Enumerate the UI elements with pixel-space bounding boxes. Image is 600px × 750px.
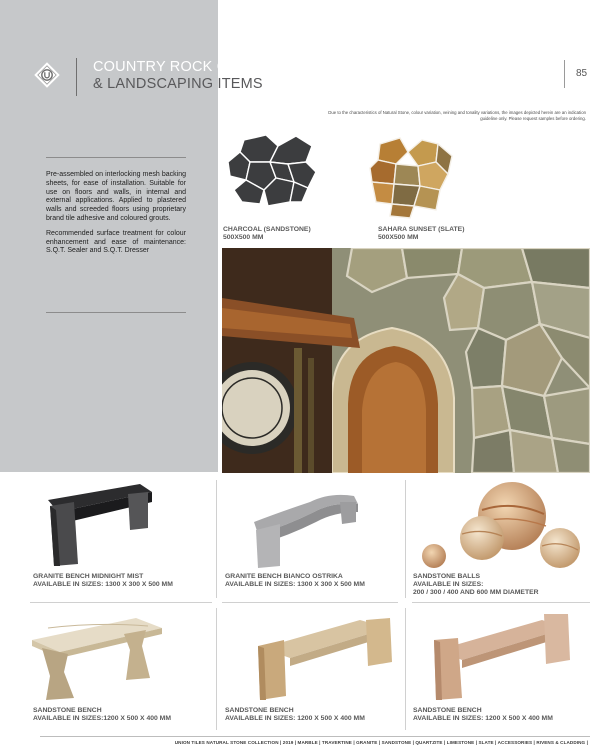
product-1-name: GRANITE BENCH MIDNIGHT MIST (33, 573, 144, 580)
grid-vrule-2 (405, 480, 406, 598)
product-2-sizes: AVAILABLE IN SIZES: 1300 X 300 X 500 MM (225, 581, 365, 589)
sandstone-bench-3-image (432, 610, 572, 702)
grid-rule-3 (412, 602, 590, 603)
product-1-sizes: AVAILABLE IN SIZES: 1300 X 300 X 500 MM (33, 581, 173, 589)
sandstone-bench-3-caption (413, 707, 553, 723)
description-paragraph-2: Recommended surface treatment for colour enhancement and ease of maintenance: S.Q.T. Sealer and S.Q.T. Dresser (46, 229, 186, 255)
sandstone-balls-caption (413, 573, 539, 598)
grid-vrule-4 (405, 608, 406, 730)
product-6-sizes: AVAILABLE IN SIZES: 1200 X 500 X 400 MM (413, 715, 553, 723)
description-bottom-rule (46, 312, 186, 313)
page-number-divider (564, 60, 565, 88)
title-divider (76, 58, 77, 96)
product-5-sizes: AVAILABLE IN SIZES: 1200 X 500 X 400 MM (225, 715, 365, 723)
union-tiles-logo-icon (34, 62, 60, 88)
sandstone-bench-1-image (28, 616, 166, 702)
footer-rule (40, 736, 590, 737)
sahara-sunset-size: 500X500 MM (378, 234, 419, 241)
charcoal-caption (223, 226, 311, 242)
charcoal-size: 500X500 MM (223, 234, 264, 241)
page-number: 85 (576, 68, 588, 79)
product-description (46, 171, 186, 256)
product-3-sizes-diameter: 200 / 300 / 400 AND 600 MM DIAMETER (413, 589, 539, 597)
grid-vrule-3 (216, 608, 217, 730)
charcoal-name: CHARCOAL (SANDSTONE) (223, 226, 311, 233)
cladding-wall-photo (222, 248, 590, 473)
granite-bench-midnight-mist-image (40, 480, 158, 568)
sahara-sunset-name: SAHARA SUNSET (SLATE) (378, 226, 465, 233)
product-5-name: SANDSTONE BENCH (225, 707, 294, 714)
product-4-name: SANDSTONE BENCH (33, 707, 102, 714)
sandstone-balls-image (418, 480, 590, 572)
disclaimer-text: Due to the characteristics of Natural Stone, colour variation, veining and tonality variations, the images depicted herein are an indication guideline only. Please request samples before ordering. (328, 110, 586, 121)
granite-bench-midnight-mist-caption (33, 573, 173, 589)
sandstone-bench-2-caption (225, 707, 365, 723)
page-title (93, 59, 353, 93)
product-2-name: GRANITE BENCH BIANCO OSTRIKA (225, 573, 343, 580)
product-6-name: SANDSTONE BENCH (413, 707, 482, 714)
sandstone-bench-1-caption (33, 707, 171, 723)
charcoal-cladding-tile (226, 132, 318, 210)
product-3-name: SANDSTONE BALLS (413, 573, 481, 580)
sahara-sunset-caption (378, 226, 464, 242)
title-line-2: & LANDSCAPING ITEMS (93, 76, 263, 92)
description-paragraph-1: Pre-assembled on interlocking mesh backing sheets, for ease of installation. Suitable for use on floors and walls, in internal and external applications. Applied to plastered walls and screeded floors using proprietary brand tile adhesive and coloured grouts. (46, 171, 186, 222)
grid-rule-2 (222, 602, 398, 603)
granite-bench-bianco-ostrika-caption (225, 573, 365, 589)
granite-bench-bianco-ostrika-image (250, 482, 362, 568)
product-4-sizes: AVAILABLE IN SIZES:1200 X 500 X 400 MM (33, 715, 171, 723)
sandstone-bench-2-image (254, 612, 396, 702)
sahara-sunset-cladding-tile (366, 134, 456, 220)
grid-vrule-1 (216, 480, 217, 598)
description-top-rule (46, 157, 186, 158)
grid-rule-1 (30, 602, 212, 603)
product-3-sizes: AVAILABLE IN SIZES: (413, 581, 484, 589)
title-line-1: COUNTRY ROCK CLADDING (93, 59, 294, 75)
footer-text: UNION TILES NATURAL STONE COLLECTION | 2019 | MARBLE | TRAVERTINE | GRANITE | SANDSTONE | QUARTZITE | LIMESTONE | SLATE | ACCESSORIES | RIVENS & CLADDING | (174, 740, 588, 745)
